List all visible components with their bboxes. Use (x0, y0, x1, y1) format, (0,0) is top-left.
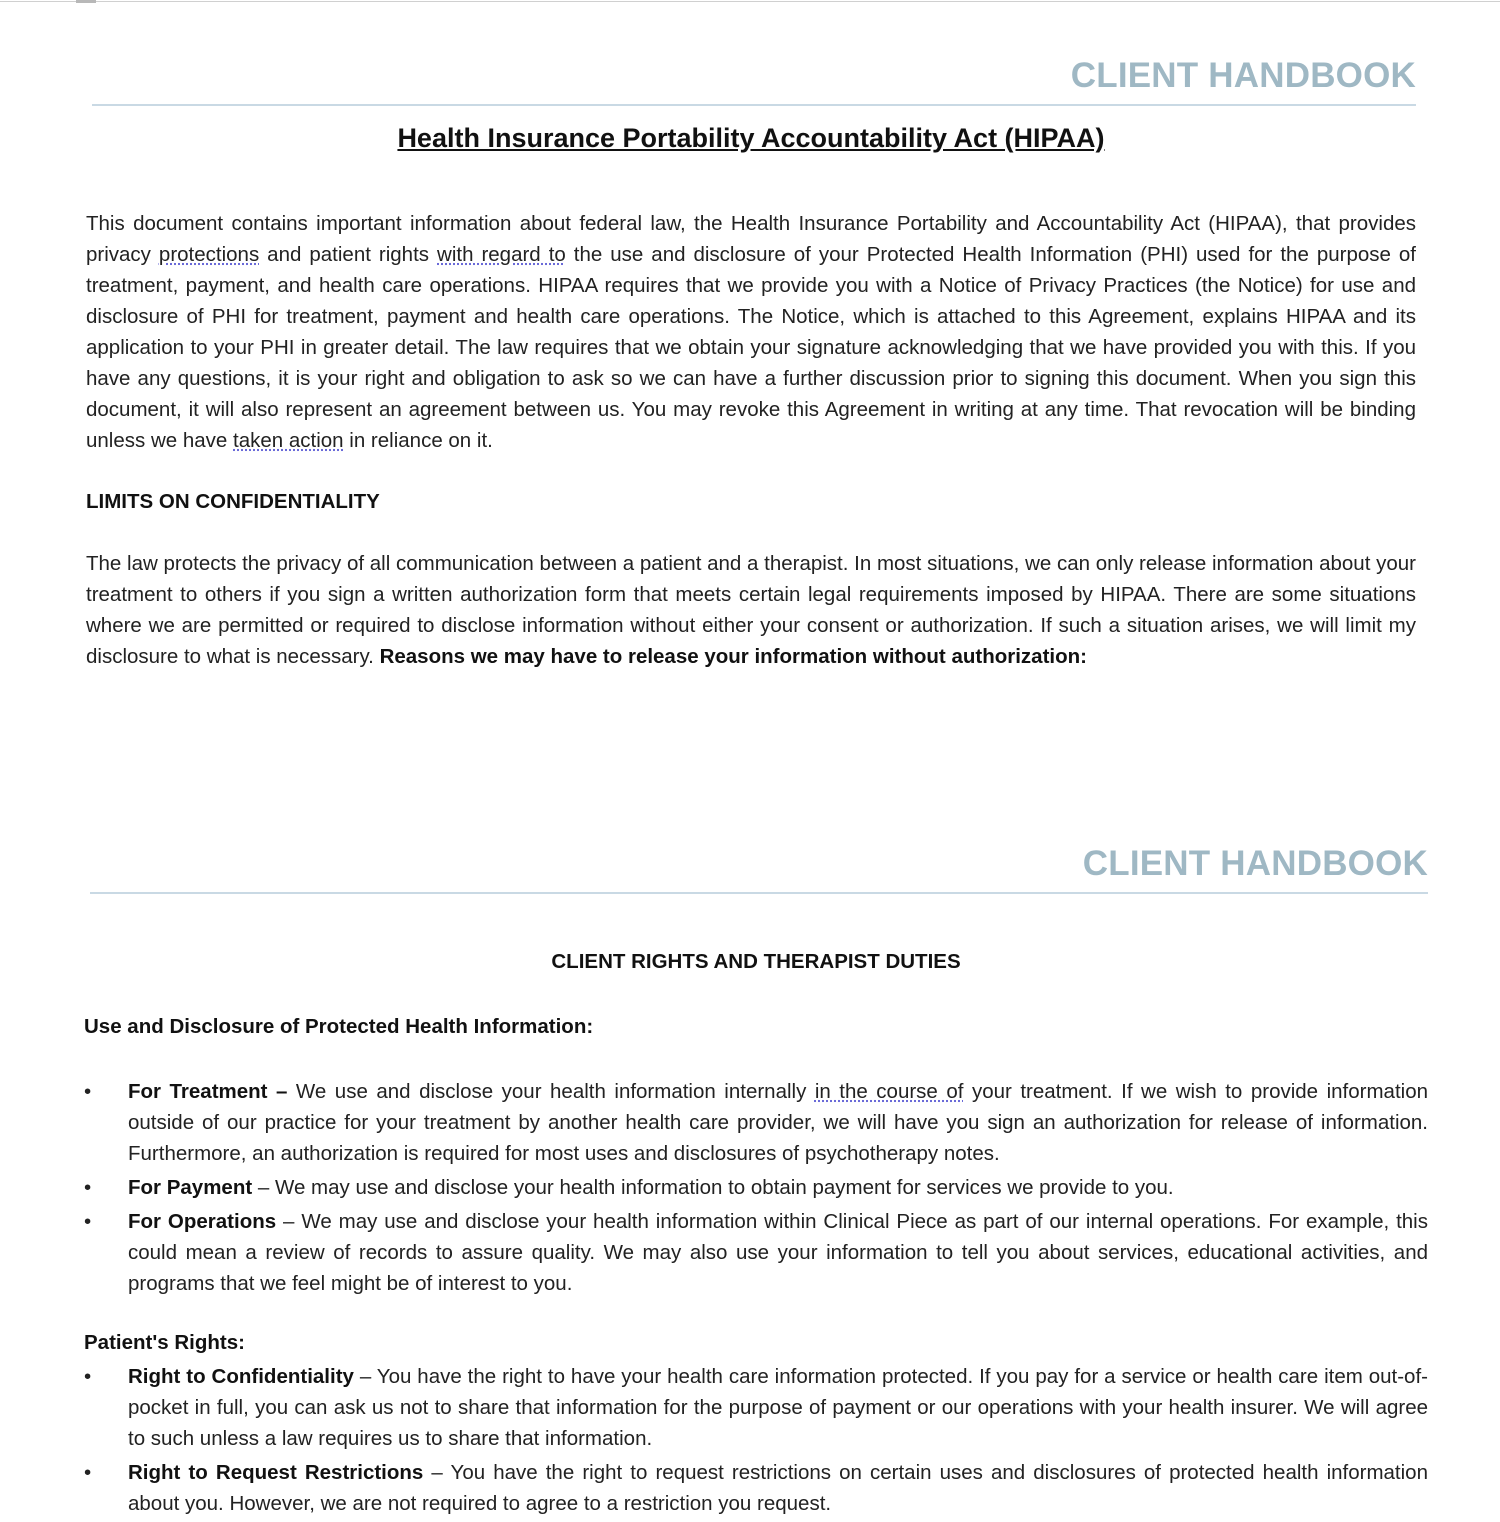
document-title: Health Insurance Portability Accountability Act (HIPAA) (397, 123, 1105, 153)
subheading-use-disclosure: Use and Disclosure of Protected Health Information: (84, 1015, 594, 1038)
subheading-patient-rights: Patient's Rights: (84, 1331, 245, 1354)
use-disclosure-list (84, 1076, 1428, 1299)
document-page-1 (86, 50, 1416, 672)
list-item: • Right to Confidentiality – You have the right to have your health care information protected. If you pay for a service or health care item out-of-pocket in full, you can ask us not to share that information for the purpose of payment or our operations with your health insurer. We will agree to such unless a law requires us to share that information. (84, 1361, 1428, 1454)
bullet: • (84, 1461, 92, 1484)
list-item: • Right to Request Restrictions – You have the right to request restrictions on certain uses and disclosures of protected health information about you. However, we are not required to agree to a restriction you request. (84, 1457, 1428, 1519)
grammar-flag[interactable]: taken action (233, 429, 344, 452)
bullet: • (84, 1365, 92, 1388)
limits-paragraph: The law protects the privacy of all communication between a patient and a therapist. In most situations, we can only release information about your treatment to others if you sign a written authorization form that meets certain legal requirements imposed by HIPAA. There are some situations where we are permitted or required to disclose information without either your consent or authorization. If such a situation arises, we will limit my disclosure to what is necessary. Reasons we may have to release your information without authorization: (86, 552, 1416, 668)
list-item: • For Payment – We may use and disclose your health information to obtain payment for services we provide to you. (84, 1172, 1428, 1203)
header-rule (90, 892, 1428, 894)
patient-rights-list (84, 1361, 1428, 1519)
bullet: • (84, 1210, 92, 1233)
window-top-border (0, 1, 1500, 2)
page-header: CLIENT HANDBOOK (1070, 56, 1416, 95)
list-item: • For Treatment – We use and disclose your health information internally in the course of your treatment. If we wish to provide information outside of our practice for your treatment by another health care provider, we will have you sign an authorization for release of information. Furthermore, an authorization is required for most uses and disclosures of psychotherapy notes. (84, 1076, 1428, 1169)
section-heading-rights-duties: CLIENT RIGHTS AND THERAPIST DUTIES (551, 950, 961, 973)
bullet: • (84, 1080, 92, 1103)
header-rule (92, 104, 1416, 106)
ruler-marker (76, 0, 96, 3)
section-heading-limits: LIMITS ON CONFIDENTIALITY (86, 490, 380, 513)
intro-paragraph: This document contains important information about federal law, the Health Insurance Portability and Accountability Act (HIPAA), that provides privacy protections and patient rights with regard to the use and disclosure of your Protected Health Information (PHI) used for the purpose of treatment, payment, and health care operations. HIPAA requires that we provide you with a Notice of Privacy Practices (the Notice) for use and disclosure of PHI for treatment, payment and health care operations. The Notice, which is attached to this Agreement, explains HIPAA and its application to your PHI in greater detail. The law requires that we obtain your signature acknowledging that we have provided you with this. If you have any questions, it is your right and obligation to ask so we can have a further discussion prior to signing this document. When you sign this document, it will also represent an agreement between us. You may revoke this Agreement in writing at any time. That revocation will be binding unless we have taken action in reliance on it. (86, 212, 1416, 452)
grammar-flag[interactable]: protections (158, 243, 260, 266)
page-header: CLIENT HANDBOOK (1082, 844, 1428, 883)
grammar-flag[interactable]: with regard to (437, 243, 566, 266)
bullet: • (84, 1176, 92, 1199)
grammar-flag[interactable]: in the course of (814, 1080, 964, 1103)
list-item: • For Operations – We may use and disclose your health information within Clinical Piece as part of our internal operations. For example, this could mean a review of records to assure quality. We may also use your information to tell you about services, educational activities, and programs that we feel might be of interest to you. (84, 1206, 1428, 1299)
document-page-2 (84, 838, 1428, 1522)
